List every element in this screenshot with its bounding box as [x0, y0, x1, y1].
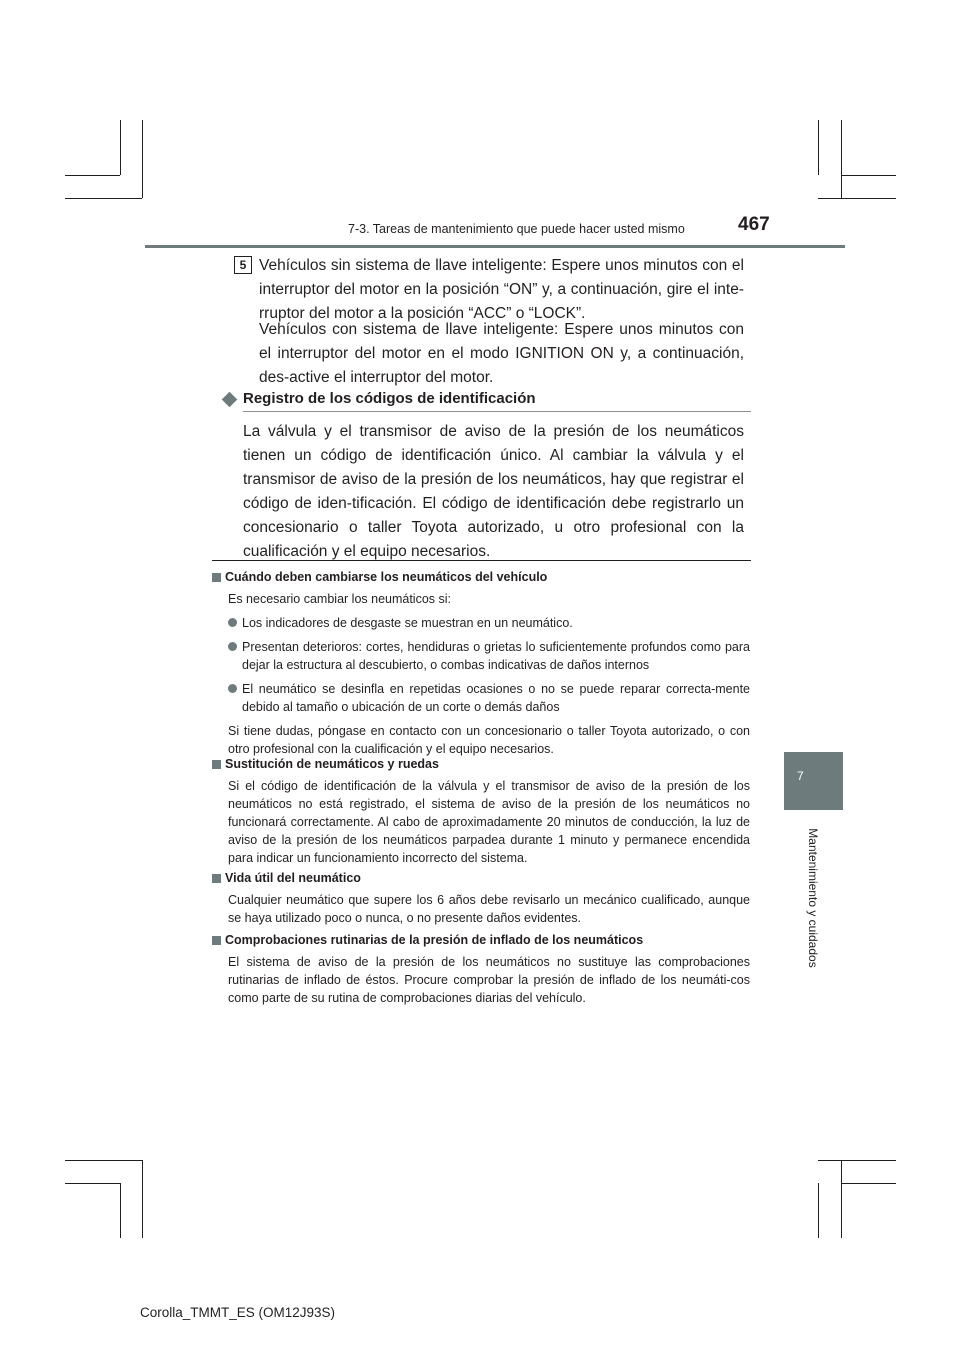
note-heading: Cuándo deben cambiarse los neumáticos del vehículo: [225, 570, 548, 584]
section-rule: [243, 411, 751, 412]
step-paragraph-smart-key: Vehículos con sistema de llave inteligente: Espere unos minutos con el interruptor del motor en el modo IGNITION ON y, a continuación, des-active el interruptor del motor.: [259, 321, 744, 386]
note-body: Si el código de identificación de la válvula y el transmisor de aviso de la presión de los neumáticos no está registrado, el sistema de aviso de la presión de los neumáticos no funcionará correctamente. Al cabo de aproximadamente 20 minutos de conducción, la luz de aviso de la presión de los neumáticos parpadea durante 1 minuto y permanece encendida para indicar un funcionamiento incorrecto del sistema.: [228, 779, 750, 865]
step-number-box: 5: [234, 256, 252, 274]
note-intro: Es necesario cambiar los neumáticos si:: [228, 592, 452, 606]
diamond-icon: [222, 392, 238, 408]
note-routine-pressure-checks: [212, 931, 750, 1007]
square-bullet-icon: [212, 936, 221, 945]
crop-mark: [818, 1183, 819, 1238]
crop-mark: [65, 1160, 142, 1161]
square-bullet-icon: [212, 760, 221, 769]
crop-mark: [120, 1183, 121, 1238]
list-item: El neumático se desinfla en repetidas ocasiones o no se puede reparar correcta-mente debido al tamaño o ubicación de un corte o demás daños: [228, 680, 750, 716]
crop-mark: [120, 120, 121, 175]
section-body: La válvula y el transmisor de aviso de la presión de los neumáticos tienen un código de identificación único. Al cambiar la válvula y el transmisor de aviso de la presión de los neumáticos, hay que registrar el código de iden-tificación. El código de identificación debe registrarlo un concesionario o taller Toyota autorizado, u otro profesional con la cualificación y el equipo necesarios.: [243, 423, 744, 560]
circle-bullet-icon: [228, 642, 237, 651]
page-number: 467: [738, 214, 770, 235]
crop-mark: [65, 198, 142, 199]
header-title: 7-3. Tareas de mantenimiento que puede hacer usted mismo: [348, 222, 685, 236]
note-heading: Sustitución de neumáticos y ruedas: [225, 757, 439, 771]
crop-mark: [818, 120, 819, 175]
square-bullet-icon: [212, 573, 221, 582]
note-heading: Comprobaciones rutinarias de la presión de inflado de los neumáticos: [225, 933, 644, 947]
crop-mark: [818, 198, 896, 199]
notes-divider: [212, 560, 751, 561]
crop-mark: [65, 175, 120, 176]
circle-bullet-icon: [228, 618, 237, 627]
crop-mark: [841, 120, 842, 198]
note-body: El sistema de aviso de la presión de los neumáticos no sustituye las comprobaciones rutinarias de inflado de éstos. Procure comprobar la presión de inflado de los neumáti-cos como parte de su rutina de comprobaciones diarias del vehículo.: [228, 955, 750, 1005]
crop-mark: [841, 1160, 842, 1238]
header-rule: [145, 245, 845, 248]
note-tire-replacement-when: [212, 568, 750, 758]
note-tire-wheel-replacement: [212, 755, 750, 867]
note-heading: Vida útil del neumático: [225, 871, 361, 885]
note-outro: Si tiene dudas, póngase en contacto con un concesionario o taller Toyota autorizado, o con otro profesional con la cualificación y el equipo necesarios.: [228, 724, 750, 756]
list-item: Los indicadores de desgaste se muestran en un neumático.: [228, 614, 750, 632]
crop-mark: [142, 120, 143, 198]
chapter-label: Mantenimiento y cuidados: [806, 828, 820, 968]
circle-bullet-icon: [228, 684, 237, 693]
list-item: Presentan deterioros: cortes, hendiduras o grietas lo suficientemente profundos como para dejar la estructura al descubierto, o combas indicativas de daños internos: [228, 638, 750, 674]
section-title: Registro de los códigos de identificación: [243, 390, 536, 407]
note-tire-lifespan: [212, 869, 750, 927]
crop-mark: [818, 1160, 896, 1161]
crop-mark: [65, 1183, 120, 1184]
crop-mark: [841, 175, 896, 176]
chapter-number: 7: [797, 769, 804, 783]
crop-mark: [142, 1160, 143, 1238]
footer-doc-code: Corolla_TMMT_ES (OM12J93S): [140, 1305, 336, 1320]
square-bullet-icon: [212, 874, 221, 883]
crop-mark: [841, 1183, 896, 1184]
step-paragraph-no-smart-key: Vehículos sin sistema de llave inteligente: Espere unos minutos con el interruptor del motor en la posición “ON” y, a continuación, gire el inte-rruptor del motor a la posición “ACC” o “LOCK”.: [259, 257, 744, 322]
note-body: Cualquier neumático que supere los 6 años debe revisarlo un mecánico cualificado, aunque se haya utilizado poco o nunca, o no presente daños evidentes.: [228, 893, 750, 925]
